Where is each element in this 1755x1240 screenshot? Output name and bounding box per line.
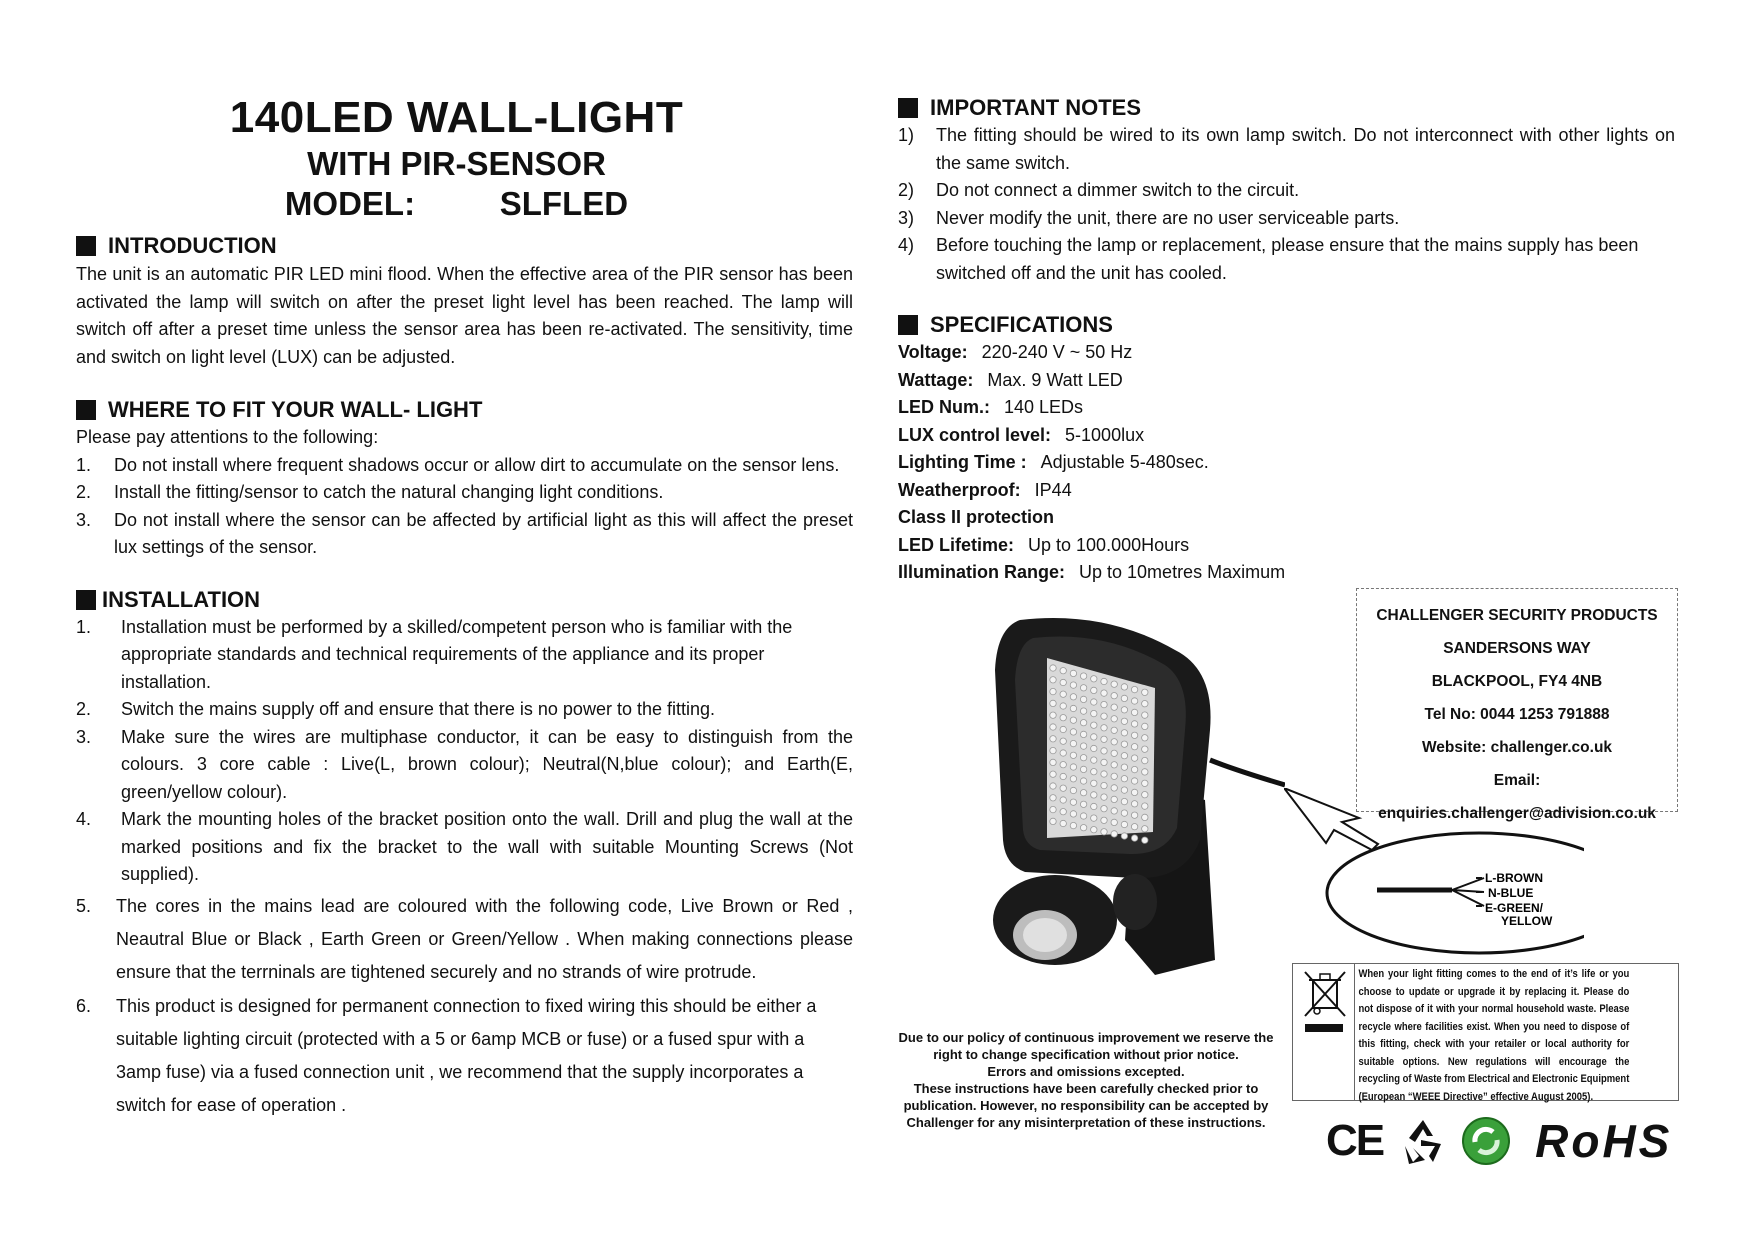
spec-row [898, 422, 1678, 450]
led-dot [1050, 688, 1056, 694]
led-dot [1070, 694, 1076, 700]
spec-value: 220-240 V ~ 50 Hz [981, 342, 1133, 362]
section-square-icon [898, 98, 918, 118]
spec-value: 140 LEDs [1004, 397, 1084, 417]
led-dot [1080, 720, 1086, 726]
led-dot [1091, 676, 1097, 682]
led-dot [1142, 757, 1148, 763]
spec-row [898, 339, 1678, 367]
led-dot [1131, 686, 1137, 692]
spec-row [898, 367, 1678, 395]
list-number: 4) [898, 235, 915, 255]
led-dot [1070, 682, 1076, 688]
led-dot [1111, 739, 1117, 745]
company-city: BLACKPOOL, FY4 4NB [1431, 673, 1603, 690]
document-title [60, 92, 853, 224]
led-dot [1091, 803, 1097, 809]
led-dot [1070, 787, 1076, 793]
wire-label-live: L-BROWN [1485, 871, 1543, 885]
led-dot [1142, 746, 1148, 752]
company-street: SANDERSONS WAY [1443, 640, 1591, 657]
list-number: 2. [76, 699, 92, 719]
disclaimer [893, 1029, 1279, 1131]
led-dot [1111, 727, 1117, 733]
led-dot [1142, 837, 1148, 843]
important-notes-heading-label: IMPORTANT NOTES [930, 95, 1142, 120]
led-dot [1091, 757, 1097, 763]
list-number: 1. [76, 616, 92, 637]
spec-label: Wattage: [898, 369, 974, 390]
led-dot [1121, 684, 1127, 690]
list-number: 2. [76, 482, 92, 502]
led-dot [1131, 721, 1137, 727]
led-dot [1101, 678, 1107, 684]
led-dot [1142, 814, 1148, 820]
led-dot [1050, 712, 1056, 718]
led-dot [1070, 752, 1076, 758]
company-name: CHALLENGER SECURITY PRODUCTS [1376, 607, 1658, 624]
led-dot [1050, 724, 1056, 730]
led-dot [1080, 708, 1086, 714]
led-dot [1101, 748, 1107, 754]
list-number: 6. [76, 995, 92, 1016]
led-dot [1101, 829, 1107, 835]
led-dot [1070, 822, 1076, 828]
led-dot [1050, 771, 1056, 777]
led-dot [1121, 787, 1127, 793]
led-dot [1080, 673, 1086, 679]
title-line-2: WITH PIR-SENSOR [307, 145, 606, 182]
list-number: 3) [898, 207, 915, 228]
crossed-bin-icon [1293, 964, 1355, 1100]
company-email: Email: enquiries.challenger@adivision.co.uk [1378, 772, 1656, 822]
led-dot [1091, 745, 1097, 751]
led-dot [1070, 799, 1076, 805]
list-number: 4. [76, 809, 92, 829]
specifications-heading-label: SPECIFICATIONS [930, 312, 1113, 337]
led-dot [1050, 736, 1056, 742]
list-number: 5. [76, 895, 92, 916]
spec-row [898, 504, 1678, 532]
led-dot [1131, 766, 1137, 772]
company-address-box [1356, 588, 1678, 822]
disclaimer-line-3: These instructions have been carefully checked prior to publication. However, no responsibility can be accepted by Challenger for any misinterpretation of these instructions. [903, 1081, 1269, 1130]
list-number: 3. [76, 726, 92, 747]
led-dot [1050, 747, 1056, 753]
spec-value: Up to 100.000Hours [1028, 534, 1190, 555]
spec-row [898, 532, 1678, 560]
spec-label: LUX control level: [898, 424, 1052, 445]
spec-row [898, 449, 1678, 477]
led-dot [1080, 778, 1086, 784]
led-dot [1060, 738, 1066, 744]
led-dot [1091, 710, 1097, 716]
list-text: The cores in the mains lead are coloured with the following code, Live Brown or Red , Neautral Blue or Black , Earth Green or Green/Yellow . When making connections please ensure that the terrninals are tightened securely and no strands of wire protrude. [116, 895, 853, 982]
section-square-icon [76, 236, 96, 256]
led-dot [1131, 732, 1137, 738]
list-text: Do not install where the sensor can be affected by artificial light as this will affect the preset lux settings of the sensor. [114, 509, 853, 557]
led-dot [1111, 796, 1117, 802]
led-dot [1050, 795, 1056, 801]
led-dot [1131, 709, 1137, 715]
led-dot [1142, 712, 1148, 718]
led-dot [1060, 773, 1066, 779]
led-dot [1111, 785, 1117, 791]
list-item [76, 452, 853, 480]
section-square-icon [76, 590, 96, 610]
led-dot [1060, 762, 1066, 768]
installation-list [76, 614, 853, 1122]
led-dot [1121, 833, 1127, 839]
led-dot [1080, 755, 1086, 761]
where-to-fit-list [76, 452, 853, 562]
led-dot [1060, 809, 1066, 815]
list-item [76, 696, 853, 724]
wall-light-product-image [985, 610, 1285, 1005]
list-item [76, 806, 853, 889]
spec-label: LED Num.: [898, 397, 990, 417]
spec-label: Class II protection [898, 507, 1055, 527]
led-dot [1101, 794, 1107, 800]
led-dot [1142, 769, 1148, 775]
led-dot [1050, 759, 1056, 765]
led-dot [1091, 827, 1097, 833]
led-dot [1070, 670, 1076, 676]
led-dot [1101, 713, 1107, 719]
led-dot [1050, 677, 1056, 683]
list-item [898, 122, 1675, 177]
led-dot [1080, 743, 1086, 749]
disclaimer-line-2: Errors and omissions excepted. [987, 1064, 1185, 1079]
company-tel: Tel No: 0044 1253 791888 [1424, 706, 1610, 723]
spec-row [898, 559, 1678, 587]
led-dot [1080, 825, 1086, 831]
led-dot [1121, 730, 1127, 736]
right-column [898, 92, 1678, 587]
led-dot [1121, 741, 1127, 747]
led-dot [1142, 689, 1148, 695]
led-dot [1131, 755, 1137, 761]
led-dot [1111, 681, 1117, 687]
led-dot [1060, 726, 1066, 732]
list-number: 1. [76, 454, 92, 475]
list-item [898, 177, 1675, 205]
list-number: 1) [898, 125, 915, 145]
led-dot [1060, 668, 1066, 674]
led-dot [1101, 759, 1107, 765]
led-dot [1060, 715, 1066, 721]
led-dot [1121, 821, 1127, 827]
led-dot [1111, 773, 1117, 779]
led-dot [1080, 790, 1086, 796]
where-to-fit-heading-label: WHERE TO FIT YOUR WALL- LIGHT [108, 397, 483, 422]
list-item [76, 479, 853, 507]
led-dot [1070, 776, 1076, 782]
led-dot [1142, 826, 1148, 832]
where-to-fit-intro: Please pay attentions to the following: [76, 427, 379, 447]
led-dot [1101, 782, 1107, 788]
section-square-icon [898, 315, 918, 335]
spec-value: Up to 10metres Maximum [1079, 562, 1286, 582]
led-dot [1111, 750, 1117, 756]
led-dot [1070, 811, 1076, 817]
specifications-heading [898, 311, 1678, 339]
title-line-1: 140LED WALL-LIGHT [229, 93, 684, 142]
led-dot [1111, 693, 1117, 699]
led-dot [1050, 783, 1056, 789]
led-dot [1060, 820, 1066, 826]
led-dot [1142, 803, 1148, 809]
led-dot [1121, 798, 1127, 804]
certification-logos [1326, 1114, 1672, 1168]
led-dot [1091, 792, 1097, 798]
led-dot [1142, 735, 1148, 741]
wire-label-earth-2: YELLOW [1501, 914, 1553, 928]
company-website: Website: challenger.co.uk [1421, 739, 1613, 756]
section-square-icon [76, 400, 96, 420]
led-dot [1131, 698, 1137, 704]
introduction-text: The unit is an automatic PIR LED mini flood. When the effective area of the PIR sensor has been activated the lamp will switch on after the preset light level has been reached. The lamp will switch off after a preset time unless the sensor area has been re-activated. The sensitivity, time and switch on light level (LUX) can be adjusted. [76, 264, 853, 367]
led-dot [1050, 806, 1056, 812]
led-dot [1142, 701, 1148, 707]
led-dot [1091, 815, 1097, 821]
led-dot [1111, 819, 1117, 825]
led-dot [1080, 696, 1086, 702]
spec-label: Illumination Range: [898, 562, 1066, 582]
list-text: Make sure the wires are multiphase conductor, it can be easy to distinguish from the colours. 3 core cable : Live(L, brown colour); Neutral(N,blue colour); and Earth(E, green/yellow colour). [121, 726, 853, 802]
led-dot [1101, 725, 1107, 731]
led-dot [1091, 722, 1097, 728]
list-item [76, 890, 853, 989]
list-text: Mark the mounting holes of the bracket position onto the wall. Drill and plug the wall at the marked positions and fix the bracket to the wall with suitable Mounting Screws (Not supplied). [121, 809, 853, 884]
led-dot [1121, 707, 1127, 713]
spec-value: Max. 9 Watt LED [987, 369, 1123, 390]
led-dot [1121, 764, 1127, 770]
disclaimer-line-1: Due to our policy of continuous improvement we reserve the right to change specification without prior notice. [898, 1030, 1274, 1062]
ce-mark-icon: CE [1326, 1116, 1384, 1165]
led-dot [1050, 665, 1056, 671]
spec-row [898, 477, 1678, 505]
weee-notice [1292, 963, 1679, 1101]
list-text: Before touching the lamp or replacement, please ensure that the mains supply has been switched off and the unit has cooled. [936, 235, 1639, 283]
led-dot [1101, 736, 1107, 742]
led-dot [1050, 700, 1056, 706]
important-notes-list [898, 122, 1675, 287]
led-dot [1101, 690, 1107, 696]
led-dot [1142, 780, 1148, 786]
list-item [898, 205, 1675, 233]
recycle-icon [1397, 1116, 1449, 1166]
led-dot [1070, 705, 1076, 711]
weee-text: When your light fitting comes to the end of it’s life or you choose to update or upgrade it by replacing it. Please do not dispose of it with your normal household waste. Please recycle where facilities exist. When you need to dispose of this fitting, check with your retailer or local authority for suitable options. New regulations will encourage the recycling of Waste from Electrical and Electronic Equipment (European “WEEE Directive” effective August 2005). [1358, 968, 1630, 1103]
list-item [76, 990, 853, 1122]
list-text: Do not connect a dimmer switch to the circuit. [936, 180, 1300, 200]
wire-label-earth: E-GREEN/ [1485, 901, 1544, 915]
list-text: Switch the mains supply off and ensure that there is no power to the fitting. [121, 699, 716, 719]
led-dot [1070, 717, 1076, 723]
led-dot [1060, 785, 1066, 791]
led-dot [1070, 764, 1076, 770]
led-dot [1111, 831, 1117, 837]
led-dot [1091, 687, 1097, 693]
led-dot [1121, 753, 1127, 759]
spec-label: Weatherproof: [898, 479, 1021, 500]
led-dot [1101, 701, 1107, 707]
list-text: This product is designed for permanent connection to fixed wiring this should be either a suitable lighting circuit (protected with a 5 or 6amp MCB or fuse) or a fused spur with a 3amp fuse) via a fused connection unit , we recommend that the supply incorporates a switch for ease of operation . [116, 995, 817, 1115]
led-dot [1121, 776, 1127, 782]
list-text: Install the fitting/sensor to catch the natural changing light conditions. [114, 482, 664, 502]
led-dot [1060, 691, 1066, 697]
led-dot [1121, 810, 1127, 816]
list-item [76, 507, 853, 562]
green-dot-icon [1461, 1116, 1511, 1166]
title-line-3: MODEL: SLFLED [284, 185, 629, 222]
installation-heading [76, 586, 853, 614]
led-dot [1101, 771, 1107, 777]
led-dot [1131, 744, 1137, 750]
spec-label: Voltage: [898, 342, 968, 362]
led-dot [1070, 729, 1076, 735]
list-number: 3. [76, 509, 92, 530]
led-dot [1101, 817, 1107, 823]
wire-label-neutral: N-BLUE [1488, 886, 1534, 900]
where-to-fit-heading [76, 396, 853, 424]
led-dot [1060, 750, 1066, 756]
led-dot [1080, 685, 1086, 691]
led-dot [1131, 801, 1137, 807]
led-dot [1060, 703, 1066, 709]
led-dot [1080, 731, 1086, 737]
led-dot [1142, 792, 1148, 798]
list-item [76, 614, 853, 697]
important-notes-heading [898, 94, 1678, 122]
spec-value: 5-1000lux [1065, 424, 1145, 445]
led-dot [1111, 704, 1117, 710]
led-dot [1142, 723, 1148, 729]
rohs-logo: RoHS [1535, 1115, 1673, 1167]
led-dot [1080, 766, 1086, 772]
led-dot [1111, 716, 1117, 722]
led-dot [1131, 789, 1137, 795]
introduction-heading-label: INTRODUCTION [108, 233, 277, 258]
spec-row [898, 394, 1678, 422]
spec-label: Lighting Time : [898, 452, 1027, 472]
list-text: Installation must be performed by a skilled/competent person who is familiar with the appropriate standards and technical requirements of the appliance and its proper installation. [121, 616, 793, 692]
list-item [898, 232, 1675, 287]
led-dot [1091, 699, 1097, 705]
spec-label: LED Lifetime: [898, 534, 1015, 555]
led-dot [1080, 801, 1086, 807]
list-text: Never modify the unit, there are no user serviceable parts. [936, 207, 1400, 228]
led-dot [1121, 718, 1127, 724]
installation-heading-label: INSTALLATION [102, 586, 261, 612]
led-dot [1050, 818, 1056, 824]
list-text: Do not install where frequent shadows occur or allow dirt to accumulate on the sensor lens. [114, 454, 840, 475]
led-dot [1121, 695, 1127, 701]
introduction-heading [76, 232, 853, 260]
led-dot [1080, 813, 1086, 819]
list-number: 2) [898, 180, 915, 200]
spec-value: Adjustable 5-480sec. [1040, 452, 1209, 472]
led-dot [1111, 762, 1117, 768]
led-dot [1060, 679, 1066, 685]
led-dot [1091, 780, 1097, 786]
led-dot [1091, 769, 1097, 775]
led-dot [1070, 740, 1076, 746]
led-dot [1131, 812, 1137, 818]
list-text: The fitting should be wired to its own lamp switch. Do not interconnect with other lights on the same switch. [936, 125, 1675, 173]
wiring-diagram [1284, 788, 1584, 968]
led-dot [1131, 778, 1137, 784]
specifications-list [898, 339, 1678, 587]
led-dot [1131, 824, 1137, 830]
led-dot [1101, 806, 1107, 812]
led-dot [1060, 797, 1066, 803]
led-dot [1131, 835, 1137, 841]
led-dot [1091, 734, 1097, 740]
list-item [76, 724, 853, 807]
left-column [76, 92, 853, 1122]
spec-value: IP44 [1034, 479, 1072, 500]
led-dot [1111, 808, 1117, 814]
